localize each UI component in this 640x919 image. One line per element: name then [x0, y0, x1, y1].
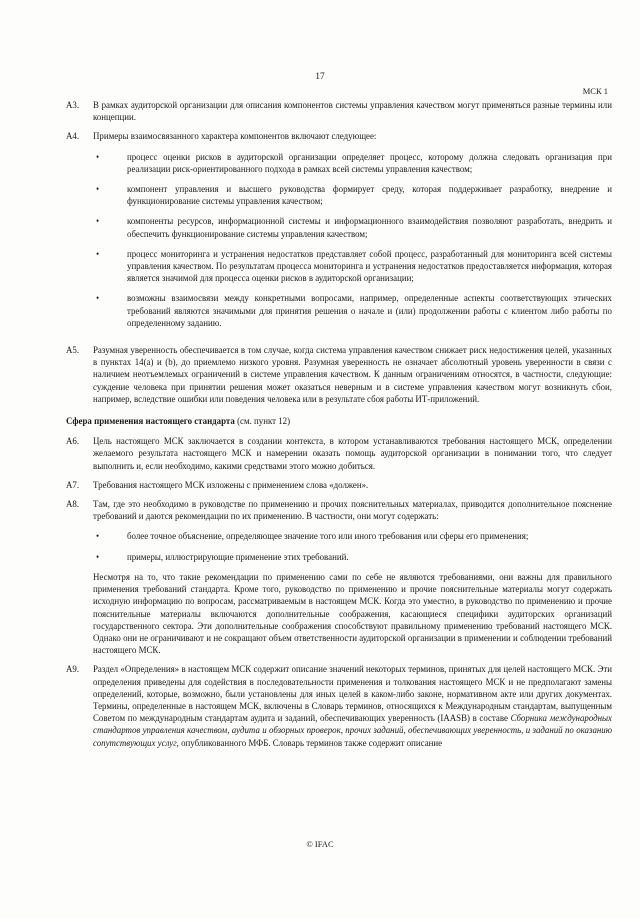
paragraph-number: A8. — [66, 499, 80, 510]
list-item-text: процесс оценки рисков в аудиторской организации определяет процесс, которому должна следовать организация при реализации риск-ориентированного подхода в рамках всей системы управления качеством; — [127, 151, 612, 174]
list-item — [93, 551, 612, 563]
list-item-text: более точное объяснение, определяющее значение того или иного требования или сферы его применения; — [127, 531, 529, 542]
list-item-text: возможны взаимосвязи между конкретными вопросами, например, определенные аспекты соответствующих этических требований являются значимыми для принятия решения о начале и (или) продолжении работы с клиентом либо работы по определенному заданию. — [127, 293, 612, 328]
paragraph-a6 — [66, 435, 612, 472]
list-item-text: компонент управления и высшего руководства формирует среду, которая поддерживает разработку, внедрение и функционирование системы управления качеством; — [127, 184, 612, 207]
section-heading — [66, 415, 612, 427]
list-item — [93, 530, 612, 542]
bullet-icon: • — [96, 551, 100, 562]
section-title: Сфера применения настоящего стандарта — [66, 416, 235, 427]
paragraph-number: A5. — [66, 345, 80, 356]
list-item — [93, 215, 612, 239]
bullet-icon: • — [96, 151, 100, 162]
bullet-icon: • — [96, 248, 100, 259]
paragraph-text: Цель настоящего МСК заключается в создании контекста, в котором устанавливаются требования настоящего МСК, определении желаемого результата настоящего МСК и намерении оказать помощь аудиторской организации в понимании того, что следует выполнить и, если необходимо, какими средствами этого можно добиться. — [93, 436, 612, 471]
paragraph-number: A7. — [66, 479, 80, 490]
standard-code: МСК 1 — [582, 86, 608, 96]
bullet-icon: • — [96, 531, 100, 542]
document-body — [66, 99, 612, 756]
paragraph-text-part: Раздел «Определения» в настоящем МСК содержит описание значений некоторых терминов, принятых для целей настоящего МСК. Эти определения приведены для содействия в последовательности применения и толкования настоящего МСК и не предполагают замены определений, которые, возможно, были установлены для иных целей в каком-либо законе, нормативном акте или других документах. Термины, определенные в настоящем МСК, включены в Словарь терминов, относящихся к Международным стандартам, выпущенным Советом по международным стандартам аудита и заданий, обеспечивающих уверенность (IAASB) в составе — [93, 664, 612, 724]
paragraph-text: Примеры взаимосвязанного характера компонентов включают следующее: — [93, 131, 377, 142]
list-item — [93, 151, 612, 175]
paragraph-text: Требования настоящего МСК изложены с применением слова «должен». — [93, 479, 369, 490]
paragraph-number: A6. — [66, 436, 80, 447]
bullet-list — [93, 151, 612, 329]
list-item — [93, 248, 612, 285]
paragraph-text-part: , опубликованного МФБ. Словарь терминов также содержит описание — [176, 737, 443, 748]
section-reference: (см. пункт 12) — [237, 416, 291, 427]
list-item — [93, 183, 612, 207]
paragraph-a9 — [66, 663, 612, 748]
paragraph-a7 — [66, 479, 612, 491]
paragraph-body — [93, 130, 612, 337]
list-item-text: процесс мониторинга и устранения недостатков представляет собой процесс, разработанный для мониторинга всей системы управления качеством. По результатам процесса мониторинга и устранения недостатков предоставляется информация, которая является значимой для процесса оценки рисков в аудиторской организации; — [127, 248, 612, 284]
paragraph-number: A3. — [66, 100, 80, 110]
paragraph-text: В рамках аудиторской организации для описания компонентов системы управления качеством могут применяться разные термины или концепции. — [93, 100, 612, 123]
paragraph-a8 — [66, 498, 612, 656]
page-number: 17 — [315, 72, 325, 82]
paragraph-number: A4. — [66, 131, 80, 142]
paragraph-number: A9. — [66, 664, 80, 675]
footer-copyright: © IFAC — [306, 839, 334, 849]
paragraph-body — [93, 498, 612, 656]
list-item-text: компоненты ресурсов, информационной системы и информационного взаимодействия позволяют разработать, внедрить и обеспечить функционирование системы управления качеством; — [127, 216, 612, 239]
list-item — [93, 292, 612, 329]
bullet-icon: • — [96, 184, 100, 195]
handbook-title: Сборника международных стандартов управления качеством, аудита и обзорных проверок, прочих заданий, обеспечивающих уверенность, и заданий по оказанию сопутствующих услуг — [93, 713, 612, 748]
paragraph-a5 — [66, 344, 612, 405]
list-item-text: примеры, иллюстрирующие применение этих требований. — [127, 551, 349, 562]
paragraph-text: Разумная уверенность обеспечивается в том случае, когда система управления качеством снижает риск недостижения целей, указанных в пунктах 14(a) и (b), до приемлемо низкого уровня. Разумная уверенность не означает абсолютный уровень уверенности в связи с наличием неотъемлемых ограничений в системе управления качеством. К данным ограничениям относятся, в частности, следующие: суждение человека при принятии решения может оказаться неверным и в системе управления качеством могут возникнуть сбои, например, вследствие ошибки или поведения человека или в результате сбоя работы ИТ-приложений. — [93, 345, 612, 404]
paragraph-text: Там, где это необходимо в руководстве по применению и прочих пояснительных материалах, приводится дополнительное пояснение требований и даются рекомендации по их применению. В частности, они могут содержать: — [93, 499, 612, 522]
paragraph-a4 — [66, 130, 612, 337]
paragraph-a3 — [66, 99, 612, 123]
paragraph-text — [93, 663, 612, 748]
bullet-icon: • — [96, 216, 100, 227]
bullet-list — [93, 530, 612, 562]
bullet-icon: • — [96, 293, 100, 304]
paragraph-continuation: Несмотря на то, что такие рекомендации по применению сами по себе не являются требованиями, они важны для правильного применения требований стандарта. Кроме того, руководство по применению и прочие пояснительные материалы могут содержать исходную информацию по вопросам, рассматриваемым в настоящем МСК. Когда это уместно, в руководство по применению и прочие пояснительные материалы включаются дополнительные соображения, касающиеся специфики аудиторских организаций государственного сектора. Эти дополнительные соображения способствуют правильному применению требований настоящего МСК. Однако они не ограничивают и не сокращают объем ответственности аудиторской организации в применении и соблюдении требований настоящего МСК. — [93, 571, 612, 656]
